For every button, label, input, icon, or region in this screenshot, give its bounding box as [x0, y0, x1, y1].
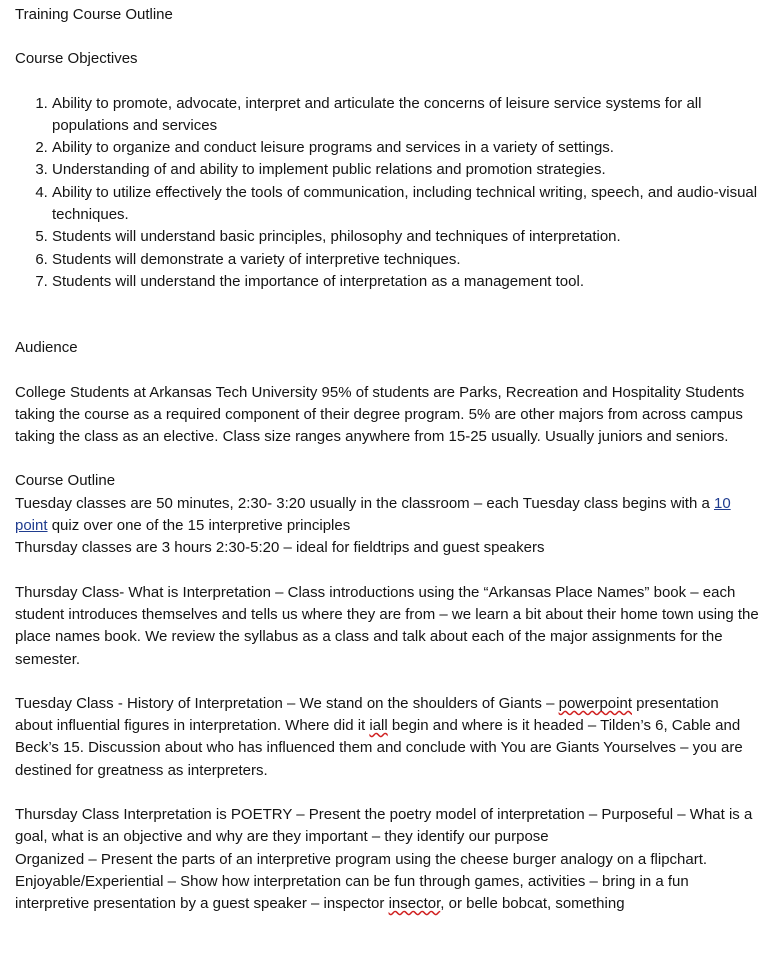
class-2-text: presentation about influential figures in interpretation. Where did it [15, 694, 719, 735]
misspelled-word: iall [369, 717, 388, 735]
document-page [15, 4, 760, 916]
class-3-purposeful: Thursday Class Interpretation is POETRY – Present the poetry model of interpretation – Purposeful – What is a goal, what is an objective and why are they important – they identify our purpose [15, 806, 753, 846]
class-3-enjoyable [15, 871, 760, 916]
class-3-text: Enjoyable/Experiential – Show how interpretation can be fun through games, activities – bring in a fun interpretive presentation by a guest speaker – inspector [15, 872, 689, 913]
class-3-text: , or belle bobcat, something [440, 895, 625, 913]
class-2-text: Tuesday Class - History of Interpretation – We stand on the shoulders of Giants – [15, 694, 559, 712]
list-item: 7. Students will understand the importance of interpretation as a management tool. [52, 271, 760, 293]
objectives-heading: Course Objectives [15, 50, 138, 68]
class-2-text: begin and where is it headed – Tilden’s 6, Cable and Beck’s 15. Discussion about who has influenced them and conclude with You are Giants Yourselves – you are destined for greatness as interpreters. [15, 717, 743, 779]
class-1-paragraph: Thursday Class- What is Interpretation – Class introductions using the “Arkansas Place Names” book – each student introduces themselves and tells us where they are from – we learn a bit about their home town using the place names book. We review the syllabus as a class and talk about each of the major assignments for the semester. [15, 583, 759, 668]
ten-point-link[interactable]: 10 point [15, 494, 731, 535]
list-item: 1. Ability to promote, advocate, interpret and articulate the concerns of leisure service systems for all populations and services [52, 93, 760, 138]
tuesday-schedule-text-end: quiz over one of the 15 interpretive principles [47, 517, 351, 535]
tuesday-schedule-text: Tuesday classes are 50 minutes, 2:30- 3:20 usually in the classroom – each Tuesday class begins with a [15, 494, 714, 512]
outline-heading: Course Outline [15, 472, 116, 490]
list-item: 4. Ability to utilize effectively the tools of communication, including technical writing, speech, and audio-visual techniques. [52, 182, 760, 227]
misspelled-word: powerpoint [558, 694, 632, 712]
misspelled-word: insector [388, 895, 441, 913]
class-2-paragraph [15, 693, 760, 782]
objectives-list [15, 93, 760, 294]
class-3-organized: Organized – Present the parts of an interpretive program using the cheese burger analogy on a flipchart. [15, 850, 708, 868]
audience-heading: Audience [15, 339, 78, 357]
list-item: 2. Ability to organize and conduct leisure programs and services in a variety of settings. [52, 137, 760, 159]
thursday-schedule: Thursday classes are 3 hours 2:30-5:20 – ideal for fieldtrips and guest speakers [15, 539, 545, 557]
tuesday-schedule [15, 493, 760, 538]
list-item: 3. Understanding of and ability to implement public relations and promotion strategies. [52, 159, 760, 181]
list-item: 5. Students will understand basic principles, philosophy and techniques of interpretation. [52, 226, 760, 248]
list-item: 6. Students will demonstrate a variety of interpretive techniques. [52, 249, 760, 271]
audience-paragraph: College Students at Arkansas Tech University 95% of students are Parks, Recreation and Hospitality Students taking the course as a required component of their degree program. 5% are other majors from across campus taking the class as an elective. Class size ranges anywhere from 15-25 usually. Usually juniors and seniors. [15, 383, 745, 446]
document-title: Training Course Outline [15, 6, 173, 23]
